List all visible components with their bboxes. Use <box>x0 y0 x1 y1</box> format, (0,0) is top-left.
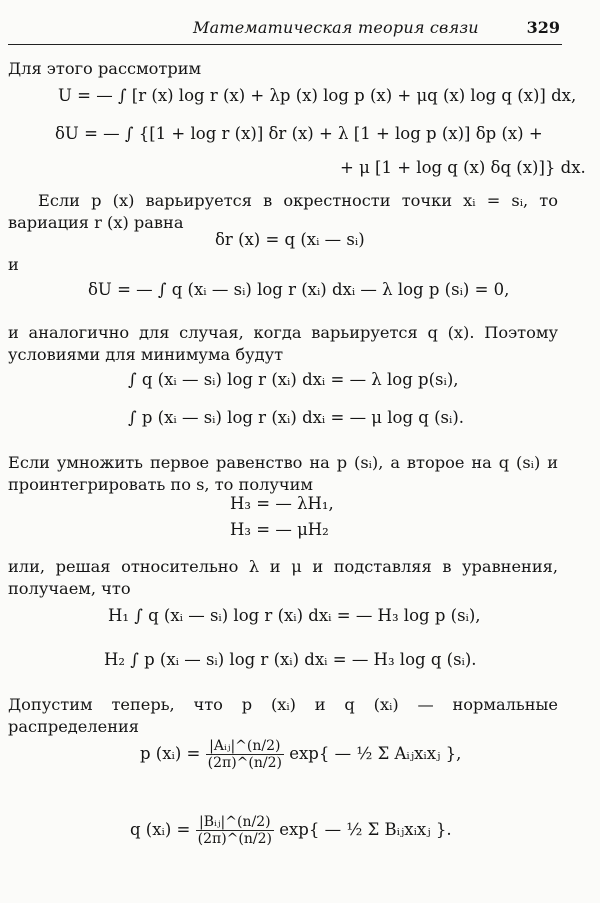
paragraph-solving: или, решая относительно λ и μ и подставляя в уравнения, получаем, что <box>8 557 558 598</box>
equation-p-fraction <box>206 738 284 771</box>
equation-q-lhs: q (xᵢ) = <box>130 820 191 839</box>
paragraph-and: и <box>8 255 19 274</box>
equation-deltaU-line2: + μ [1 + log q (x) δq (x)]} dx. <box>340 158 586 177</box>
equation-H3-mu: H₃ = — μH₂ <box>230 520 329 539</box>
equation-delta-r: δr (x) = q (xᵢ — sᵢ) <box>215 230 365 249</box>
equation-H3-lambda: H₃ = — λH₁, <box>230 494 334 513</box>
equation-H2: H₂ ∫ p (xᵢ — sᵢ) log r (xᵢ) dxᵢ = — H₃ log q (sᵢ). <box>104 650 477 669</box>
equation-deltaU-line1: δU = — ∫ {[1 + log r (x)] δr (x) + λ [1 + log p (x)] δp (x) + <box>55 124 543 143</box>
running-header <box>8 18 562 45</box>
equation-q-rhs: exp{ — ½ Σ Bᵢⱼxᵢxⱼ }. <box>279 820 452 839</box>
equation-q-normal <box>130 814 452 847</box>
paragraph-conditions: и аналогично для случая, когда варьируется q (x). Поэтому условиями для минимума будут <box>8 323 558 364</box>
equation-p-lhs: p (xᵢ) = <box>140 744 201 763</box>
page-number: 329 <box>526 18 560 37</box>
equation-p-normal <box>140 738 461 771</box>
paragraph-variation: Если p (x) варьируется в окрестности точки xᵢ = sᵢ, то вариация r (x) равна <box>8 191 558 232</box>
paragraph-normal: Допустим теперь, что p (xᵢ) и q (xᵢ) — нормальные распределения <box>8 695 558 736</box>
equation-condition-2: ∫ p (xᵢ — sᵢ) log r (xᵢ) dxᵢ = — μ log q (sᵢ). <box>128 408 465 427</box>
equation-deltaU-zero: δU = — ∫ q (xᵢ — sᵢ) log r (xᵢ) dxᵢ — λ log p (sᵢ) = 0, <box>88 280 510 299</box>
paragraph-intro: Для этого рассмотрим <box>8 59 202 78</box>
running-title: Математическая теория связи <box>193 18 479 37</box>
equation-p-numerator: |Aᵢⱼ|^(n/2) <box>206 738 284 755</box>
equation-q-denominator: (2π)^(n/2) <box>197 831 272 847</box>
paragraph-multiply: Если умножить первое равенство на p (sᵢ), а второе на q (sᵢ) и проинтегрировать по s, то получим <box>8 453 558 494</box>
equation-q-numerator: |Bᵢⱼ|^(n/2) <box>196 814 274 831</box>
equation-U: U = — ∫ [r (x) log r (x) + λp (x) log p (x) + μq (x) log q (x)] dx, <box>58 86 577 105</box>
equation-q-fraction <box>196 814 274 847</box>
equation-H1: H₁ ∫ q (xᵢ — sᵢ) log r (xᵢ) dxᵢ = — H₃ log p (sᵢ), <box>108 606 481 625</box>
equation-p-denominator: (2π)^(n/2) <box>207 755 282 771</box>
equation-p-rhs: exp{ — ½ Σ Aᵢⱼxᵢxⱼ }, <box>289 744 462 763</box>
equation-condition-1: ∫ q (xᵢ — sᵢ) log r (xᵢ) dxᵢ = — λ log p(sᵢ), <box>128 370 459 389</box>
